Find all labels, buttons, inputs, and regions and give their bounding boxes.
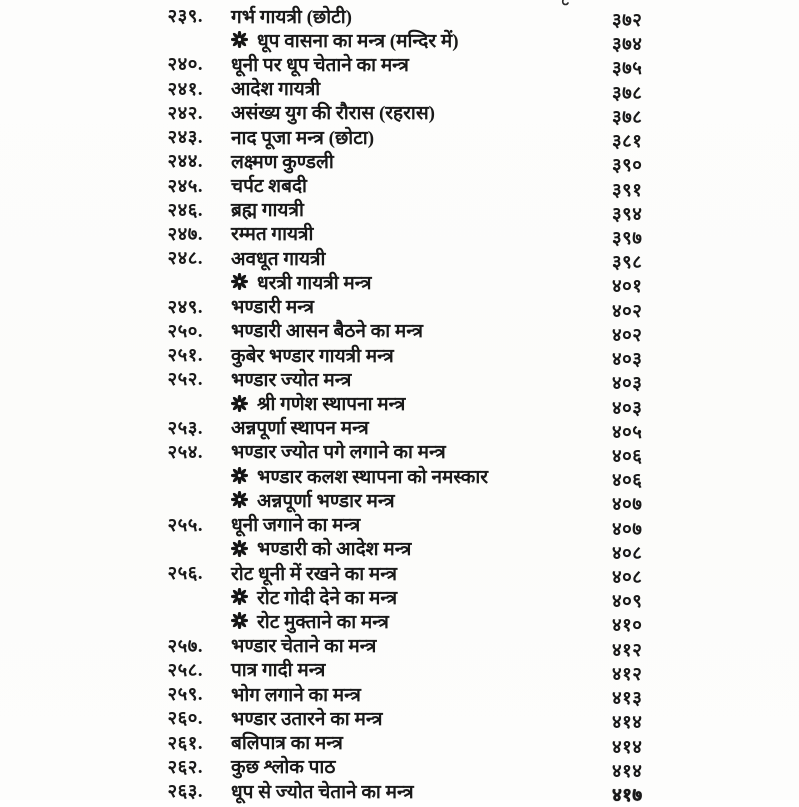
entry-title: श्री गणेश स्थापना मन्त्र [257,394,406,415]
entry-number: २४८. [167,249,203,270]
toc-row [0,415,799,443]
page-number: ४१४ [612,713,643,734]
entry-title-cell [205,196,612,222]
page-number: ४०३ [612,398,643,419]
entry-title: आदेश गायत्री [231,79,321,101]
entry-title-cell [205,148,612,174]
entry-number: २५५. [167,515,203,536]
page-number: ३९८ [612,253,643,274]
page-number: ४०३ [612,350,643,371]
entry-title: पात्र गादी मन्त्र [231,660,326,682]
entry-number: २४५. [167,176,203,197]
entry-title: ब्रह्म गायत्री [231,200,304,222]
entry-title: धूनी जगाने का मन्त्र [231,515,361,537]
page-number: ३९७ [612,228,643,249]
toc-row [0,657,799,685]
entry-title: भण्डार उतारने का मन्त्र [231,708,383,730]
flower-bullet-icon [231,540,248,557]
entry-title-cell [205,390,612,416]
entry-number: २४९. [167,297,203,318]
page-number: ३७५ [612,59,643,80]
entry-title: रोट गोदी देने का मन्त्र [257,587,398,609]
toc-row [0,3,799,31]
toc-list [0,3,799,806]
toc-row [0,536,799,564]
page-number: ३७८ [612,83,643,104]
entry-title-cell [205,99,612,125]
toc-row [0,221,799,249]
toc-row [0,148,799,177]
toc-row [0,366,799,395]
entry-title-cell [205,317,612,343]
entry-title: रम्मत गायत्री [231,224,314,246]
page-number: ३७४ [612,35,643,56]
entry-title: धूप से ज्योत चेताने का मन्त्र [231,781,414,803]
entry-title-cell [205,487,612,513]
entry-title-cell [205,753,612,779]
entry-title: नाद पूजा मन्त्र (छोटा) [231,127,375,149]
page-number: ४०५ [612,422,643,443]
page-number: ४०८ [612,543,643,564]
toc-row [0,778,799,806]
toc-row [0,51,799,80]
entry-number: २५९. [167,685,203,706]
toc-row [0,560,799,589]
entry-number: २४२. [167,103,203,124]
entry-title-cell [205,560,612,586]
toc-row [0,754,799,782]
toc-row [0,681,799,710]
entry-number: २६१. [167,733,203,754]
entry-title-cell [205,293,612,319]
entry-title: अवधूत गायत्री [231,248,326,270]
entry-title-cell [205,705,612,731]
entry-title: गर्भ गायत्री (छोटी) [231,6,352,28]
entry-number: २५४. [167,442,203,463]
page-number: ३९४ [612,204,643,225]
entry-title: असंख्य युग की रौरास (रहरास) [231,103,436,125]
entry-title-cell [205,220,612,246]
page-number: ४०९ [612,592,643,613]
page-number: ४१० [612,616,643,637]
entry-title-cell [205,681,612,707]
entry-number: २४०. [167,55,203,76]
page-number: ४०६ [612,471,643,492]
entry-title: भण्डार ज्योत मन्त्र [231,369,352,391]
toc-row [0,463,799,492]
toc-row [0,197,799,225]
entry-title-cell [205,3,612,29]
entry-number: २४६. [167,200,203,221]
entry-title-cell [205,75,612,101]
toc-row [0,269,799,298]
entry-title-cell [205,535,612,561]
toc-row [0,439,799,467]
entry-title: बलिपात्र का मन्त्र [231,733,343,755]
toc-row [0,100,799,128]
entry-title-cell [205,729,612,755]
flower-bullet-icon [231,31,248,48]
toc-row [0,633,799,661]
entry-number: २४७. [167,224,203,245]
page-number: ४०२ [612,301,643,322]
entry-title: कुछ श्लोक पाठ [231,757,336,779]
flower-bullet-icon [231,467,248,484]
entry-title-cell [205,245,612,271]
entry-number: २५३. [167,418,203,439]
entry-title: धूनी पर धूप चेताने का मन्त्र [231,54,409,76]
toc-row [0,608,799,637]
entry-title-cell [205,656,612,682]
entry-title: अन्नपूर्णा भण्डार मन्त्र [257,490,395,512]
entry-title: लक्ष्मण कुण्डली [231,151,334,173]
flower-bullet-icon [231,273,248,290]
page-number: ४१४ [612,761,643,782]
page-number: ४०१ [612,277,643,298]
entry-title-cell [205,414,612,440]
page-number: ३८१ [612,132,643,153]
flower-bullet-icon [231,491,248,508]
entry-title: धूप वासना का मन्त्र (मन्दिर में) [257,30,459,52]
entry-title-cell [205,511,612,537]
toc-row [0,730,799,758]
page-number: ४०२ [612,325,643,346]
entry-title-cell [205,27,612,53]
entry-title: धरत्री गायत्री मन्त्र [257,272,372,294]
entry-title-cell [205,608,612,634]
toc-row [0,124,799,153]
page-number: ४१४ [612,737,643,758]
page-number: ३७८ [612,107,643,128]
page-number: ४०८ [612,568,643,589]
page-number: ३९० [612,156,643,177]
entry-title: भण्डारी को आदेश मन्त्र [257,539,412,561]
entry-title-cell [205,51,612,77]
entry-number: २५२. [167,370,203,391]
entry-number: २६२. [167,757,203,778]
flower-bullet-icon [231,588,248,605]
toc-row [0,342,799,371]
toc-row [0,512,799,540]
entry-title: भण्डार कलश स्थापना को नमस्कार [257,466,489,488]
flower-bullet-icon [231,612,248,629]
entry-title-cell [205,124,612,150]
page-number: ४१७ [612,786,643,806]
entry-title-cell [205,632,612,658]
toc-row [0,705,799,734]
entry-number: २५७. [167,636,203,657]
page-number: ३७२ [612,11,643,31]
toc-row [0,294,799,322]
toc-row [0,318,799,346]
entry-title: भोग लगाने का मन्त्र [231,684,361,706]
entry-title-cell [205,172,612,198]
entry-title: कुबेर भण्डार गायत्री मन्त्र [231,345,394,367]
entry-number: २५८. [167,660,203,681]
page-number: ४०३ [612,374,643,395]
toc-row [0,487,799,516]
entry-number: २६०. [167,709,203,730]
toc-row [0,391,799,419]
entry-number: २५६. [167,564,203,585]
page-number: ४०६ [612,446,643,467]
toc-row [0,173,799,201]
entry-title: भण्डार ज्योत पगे लगाने का मन्त्र [231,442,446,464]
entry-title: भण्डार चेताने का मन्त्र [231,636,377,658]
toc-row [0,584,799,613]
page-number: ४०७ [612,495,643,516]
entry-number: २३९. [167,7,203,27]
page-number: ४१३ [612,689,643,710]
entry-title-cell [205,269,612,295]
entry-number: २४१. [167,79,203,100]
entry-number: २६३. [167,782,203,802]
toc-row [0,27,799,56]
entry-title-cell [205,342,612,368]
entry-title: रोट मुक्ताने का मन्त्र [257,611,389,633]
entry-title-cell [205,584,612,610]
entry-number: २५०. [167,321,203,342]
entry-title-cell [205,463,612,489]
entry-title: भण्डारी आसन बैठने का मन्त्र [231,321,423,343]
entry-title: चर्पट शबदी [231,176,307,198]
flower-bullet-icon [231,395,248,412]
page-number: ४१२ [612,664,643,685]
page-number: ४०७ [612,519,643,540]
entry-title: भण्डारी मन्त्र [231,297,314,319]
page-number: ४१२ [612,640,643,661]
entry-title: रोट धूनी में रखने का मन्त्र [231,563,397,585]
entry-title-cell [205,366,612,392]
toc-row [0,76,799,104]
entry-title: अन्नपूर्णा स्थापन मन्त्र [231,418,369,440]
toc-row [0,245,799,274]
page-number: ३९१ [612,180,643,201]
entry-number: २४४. [167,152,203,173]
entry-number: २५१. [167,346,203,367]
entry-number: २४३. [167,128,203,149]
entry-title-cell [205,438,612,464]
